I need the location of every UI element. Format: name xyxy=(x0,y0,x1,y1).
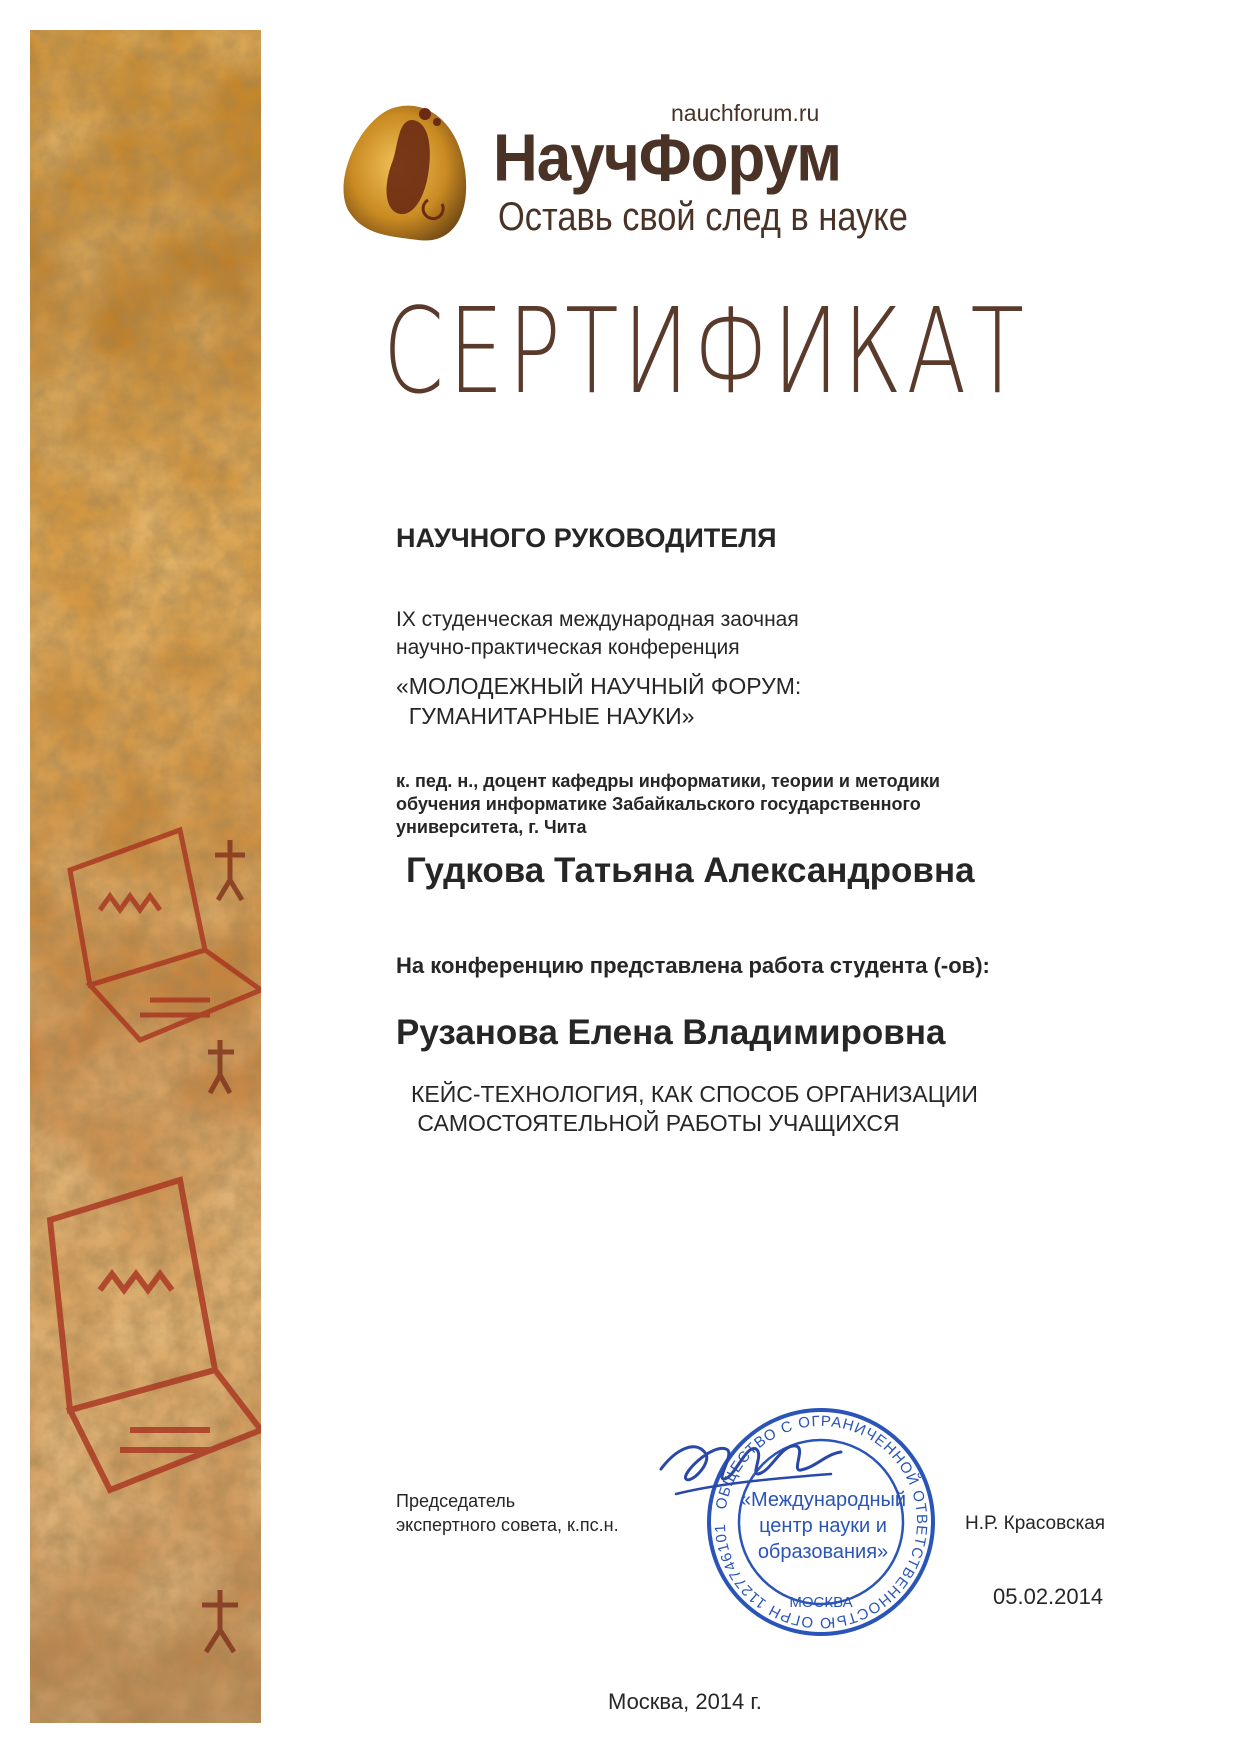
issue-date: 05.02.2014 xyxy=(993,1584,1104,1609)
conference-line-2: научно-практическая конференция xyxy=(396,636,740,659)
chair-title xyxy=(396,1489,619,1537)
conference-title-line-2: ГУМАНИТАРНЫЕ НАУКИ» xyxy=(396,703,695,729)
rock-art-texture-icon xyxy=(30,30,261,1723)
position-line-2: обучения информатике Забайкальского государственного xyxy=(396,794,921,814)
stamp-bottom-text: МОСКВА xyxy=(789,1594,853,1611)
chair-name: Н.Р. Красовская xyxy=(965,1513,1106,1534)
nauchforum-logo xyxy=(333,100,993,260)
stamp-center-line-1: «Международный xyxy=(739,1489,907,1511)
work-title-line-2: САМОСТОЯТЕЛЬНОЙ РАБОТЫ УЧАЩИХСЯ xyxy=(411,1110,900,1136)
footprint-stone-icon xyxy=(333,100,473,250)
work-title xyxy=(411,1080,978,1138)
issue-city-year: Москва, 2014 г. xyxy=(608,1689,762,1714)
supervisor-name: Гудкова Татьяна Александровна xyxy=(406,851,975,890)
position-line-1: к. пед. н., доцент кафедры информатики, теории и методики xyxy=(396,771,940,791)
logo-name: НаучФорум xyxy=(493,121,842,196)
logo-url: nauchforum.ru xyxy=(671,100,820,126)
certificate-title: СЕРТИФИКАТ xyxy=(383,282,1029,420)
chair-line-2: экспертного совета, к.пс.н. xyxy=(396,1515,619,1535)
conference-title xyxy=(396,671,801,731)
chair-line-1: Председатель xyxy=(396,1491,516,1511)
position-line-3: университета, г. Чита xyxy=(396,817,587,837)
supervisor-position xyxy=(396,770,940,839)
logo-tagline: Оставь свой след в науке xyxy=(498,195,908,239)
student-work-intro: На конференцию представлена работа студента (-ов): xyxy=(396,953,990,978)
conference-line-1: IX студенческая международная заочная xyxy=(396,608,799,631)
stamp-center-line-3: образования» xyxy=(757,1541,889,1563)
stamp-center-line-2: центр науки и xyxy=(759,1515,887,1537)
work-title-line-1: КЕЙС-ТЕХНОЛОГИЯ, КАК СПОСОБ ОРГАНИЗАЦИИ xyxy=(411,1081,978,1107)
decorative-side-band xyxy=(30,30,261,1723)
certificate-subtitle: НАУЧНОГО РУКОВОДИТЕЛЯ xyxy=(396,523,777,553)
student-name: Рузанова Елена Владимировна xyxy=(396,1013,946,1052)
signature-icon xyxy=(656,1424,846,1504)
conference-description xyxy=(396,606,799,662)
stamp-ring-text: ОБЩЕСТВО С ОГРАНИЧЕННОЙ ОТВЕТСТВЕННОСТЬЮ ОГРН 1127746101 xyxy=(711,1412,931,1632)
conference-title-line-1: «МОЛОДЕЖНЫЙ НАУЧНЫЙ ФОРУМ: xyxy=(396,673,802,699)
